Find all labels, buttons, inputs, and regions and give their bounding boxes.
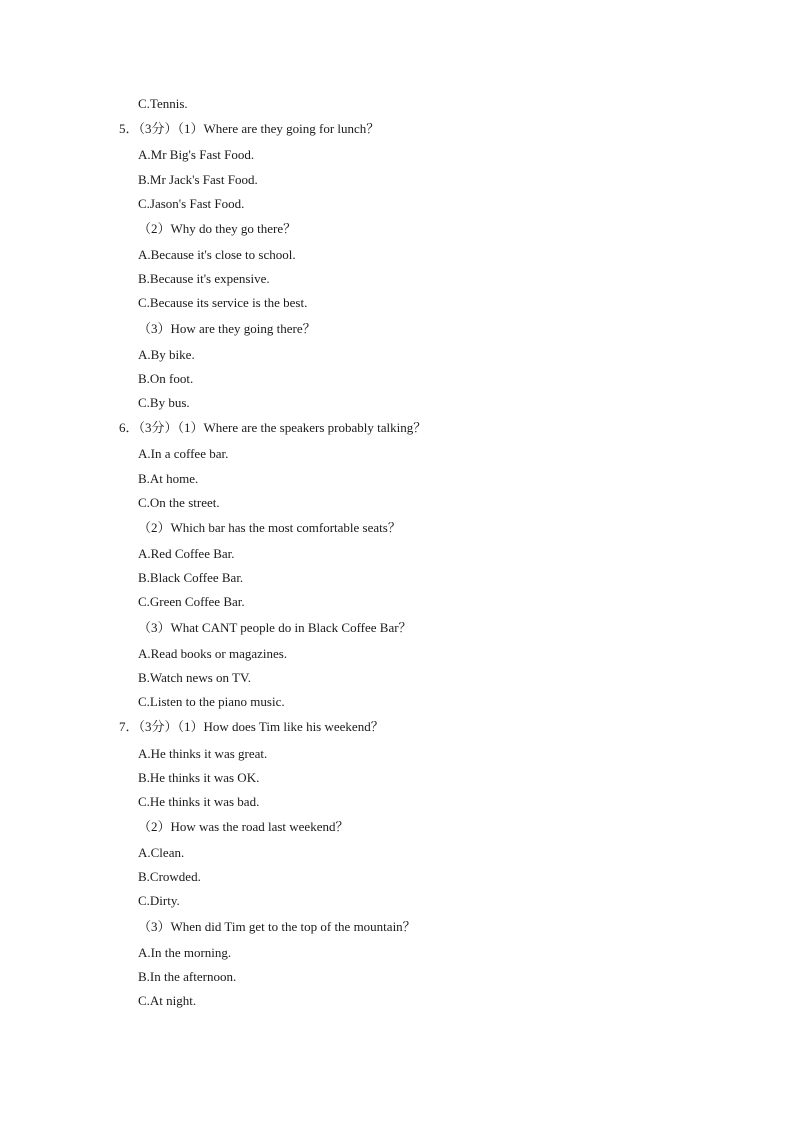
text-line: C.Tennis. — [138, 96, 188, 111]
answer-option: C.Green Coffee Bar. — [138, 594, 245, 609]
answer-option: B.Mr Jack's Fast Food. — [138, 172, 258, 187]
answer-option: B.Watch news on TV. — [138, 670, 251, 685]
answer-option: C.Because its service is the best. — [138, 295, 308, 310]
answer-option: A.In a coffee bar. — [138, 446, 229, 461]
answer-option: C.By bus. — [138, 395, 190, 410]
answer-option: B.Black Coffee Bar. — [138, 570, 244, 585]
answer-option: C.He thinks it was bad. — [138, 794, 260, 809]
answer-option: B.In the afternoon. — [138, 969, 237, 984]
sub-question: （2）Why do they go there？ — [138, 221, 297, 236]
sub-question: （3）How are they going there？ — [138, 321, 316, 336]
answer-option: C.Listen to the piano music. — [138, 694, 285, 709]
answer-option: B.He thinks it was OK. — [138, 770, 260, 785]
answer-option: A.He thinks it was great. — [138, 746, 268, 761]
question-heading: 5．（3分）（1）Where are they going for lunch？ — [119, 121, 380, 136]
answer-option: B.Crowded. — [138, 869, 201, 884]
question-heading: 6．（3分）（1）Where are the speakers probably talking？ — [119, 420, 427, 435]
answer-option: A.Red Coffee Bar. — [138, 546, 235, 561]
answer-option: C.At night. — [138, 993, 197, 1008]
sub-question: （2）How was the road last weekend？ — [138, 819, 349, 834]
answer-option: A.Read books or magazines. — [138, 646, 288, 661]
answer-option: C.On the street. — [138, 495, 220, 510]
sub-question: （3）What CANT people do in Black Coffee Bar？ — [138, 620, 412, 635]
question-heading: 7．（3分）（1）How does Tim like his weekend？ — [119, 719, 384, 734]
answer-option: A.By bike. — [138, 347, 195, 362]
answer-option: B.On foot. — [138, 371, 194, 386]
answer-option: B.At home. — [138, 471, 199, 486]
sub-question: （3）When did Tim get to the top of the mountain？ — [138, 919, 416, 934]
answer-option: C.Jason's Fast Food. — [138, 196, 245, 211]
answer-option: A.Clean. — [138, 845, 185, 860]
answer-option: C.Dirty. — [138, 893, 180, 908]
answer-option: A.Mr Big's Fast Food. — [138, 147, 255, 162]
answer-option: A.Because it's close to school. — [138, 247, 296, 262]
answer-option: A.In the morning. — [138, 945, 232, 960]
sub-question: （2）Which bar has the most comfortable seats？ — [138, 520, 401, 535]
answer-option: B.Because it's expensive. — [138, 271, 270, 286]
